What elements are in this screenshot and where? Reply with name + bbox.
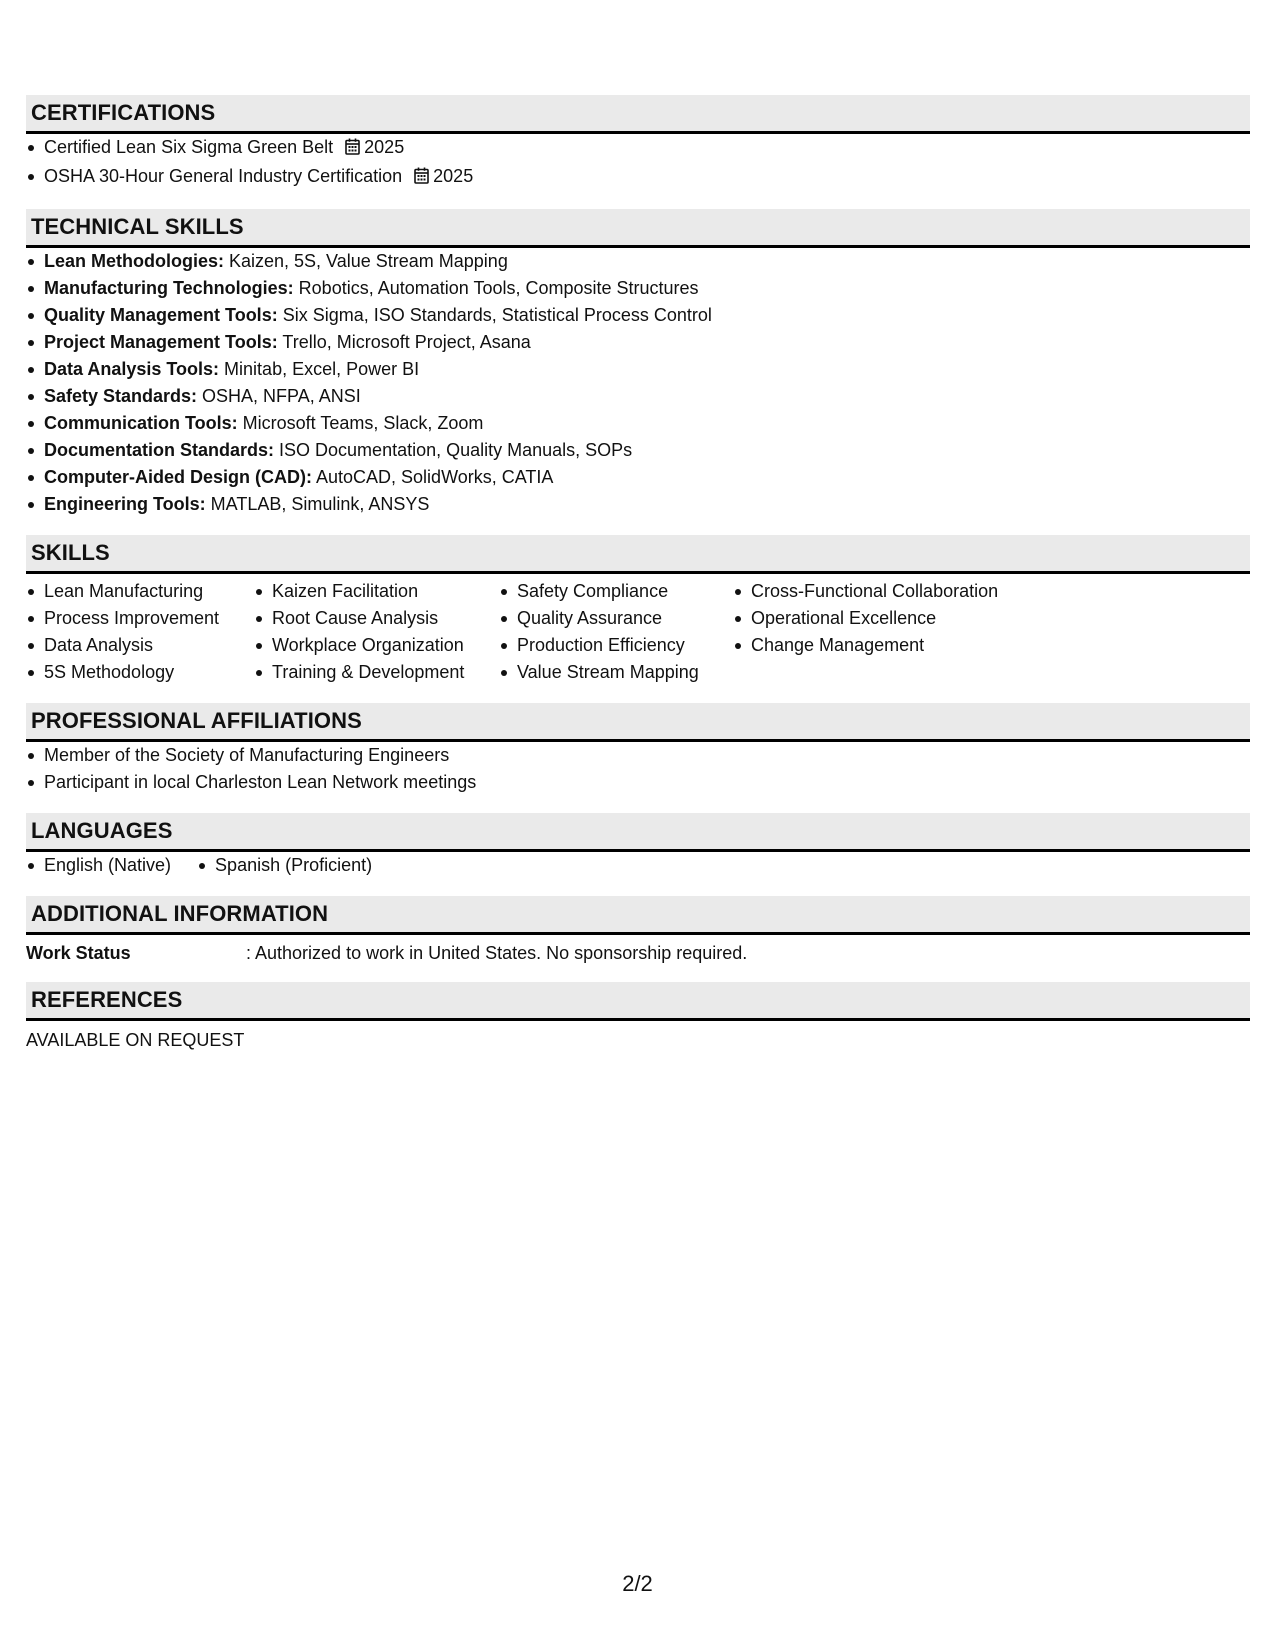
language-item: English (Native) bbox=[26, 852, 171, 879]
technical-skill-item bbox=[26, 410, 1250, 437]
technical-skill-item bbox=[26, 437, 1250, 464]
skill-item: Data Analysis bbox=[26, 632, 254, 659]
skill-item: Training & Development bbox=[254, 659, 499, 686]
languages-heading: LANGUAGES bbox=[26, 813, 1250, 852]
technical-skill-label: Quality Management Tools: bbox=[44, 305, 278, 325]
technical-skill-item bbox=[26, 248, 1250, 275]
affiliations-heading: PROFESSIONAL AFFILIATIONS bbox=[26, 703, 1250, 742]
technical-skill-value: OSHA, NFPA, ANSI bbox=[197, 386, 361, 406]
language-item: Spanish (Proficient) bbox=[197, 852, 372, 879]
work-status-value: : Authorized to work in United States. No sponsorship required. bbox=[246, 943, 748, 963]
technical-skill-value: Microsoft Teams, Slack, Zoom bbox=[237, 413, 484, 433]
certification-item bbox=[26, 134, 1250, 163]
skill-item: Cross-Functional Collaboration bbox=[733, 578, 1033, 605]
technical-skill-label: Documentation Standards: bbox=[44, 440, 275, 460]
work-status-label: Work Status bbox=[26, 943, 131, 963]
technical-skill-item bbox=[26, 383, 1250, 410]
technical-skill-label: Safety Standards: bbox=[44, 386, 198, 406]
skill-item: Safety Compliance bbox=[499, 578, 733, 605]
technical-skill-label: Data Analysis Tools: bbox=[44, 359, 220, 379]
technical-skill-label: Computer-Aided Design (CAD): bbox=[44, 467, 312, 487]
skill-item: Lean Manufacturing bbox=[26, 578, 254, 605]
technical-skill-label: Engineering Tools: bbox=[44, 494, 206, 514]
technical-skills-list bbox=[26, 248, 1250, 518]
certification-item bbox=[26, 163, 1250, 192]
skill-item: Value Stream Mapping bbox=[499, 659, 733, 686]
skill-item: Production Efficiency bbox=[499, 632, 733, 659]
technical-skill-value: AutoCAD, SolidWorks, CATIA bbox=[312, 467, 554, 487]
technical-skill-value: MATLAB, Simulink, ANSYS bbox=[205, 494, 430, 514]
certification-year: 2025 bbox=[364, 137, 405, 157]
additional-information-heading: ADDITIONAL INFORMATION bbox=[26, 896, 1250, 935]
resume-page bbox=[26, 95, 1250, 1054]
skill-item: Kaizen Facilitation bbox=[254, 578, 499, 605]
skill-item: Workplace Organization bbox=[254, 632, 499, 659]
technical-skill-value: Kaizen, 5S, Value Stream Mapping bbox=[224, 251, 508, 271]
skills-column bbox=[499, 578, 733, 686]
skills-column bbox=[26, 578, 254, 686]
skills-column bbox=[254, 578, 499, 686]
technical-skill-item bbox=[26, 464, 1250, 491]
technical-skill-value: Six Sigma, ISO Standards, Statistical Process Control bbox=[277, 305, 712, 325]
technical-skill-label: Manufacturing Technologies: bbox=[44, 278, 294, 298]
technical-skill-label: Lean Methodologies: bbox=[44, 251, 224, 271]
skill-item: Operational Excellence bbox=[733, 605, 1033, 632]
technical-skill-value: Minitab, Excel, Power BI bbox=[219, 359, 420, 379]
certification-year: 2025 bbox=[433, 166, 474, 186]
references-text: AVAILABLE ON REQUEST bbox=[26, 1030, 245, 1050]
skill-item: Quality Assurance bbox=[499, 605, 733, 632]
technical-skill-label: Project Management Tools: bbox=[44, 332, 278, 352]
certification-name: OSHA 30-Hour General Industry Certification bbox=[44, 166, 403, 186]
technical-skill-item bbox=[26, 329, 1250, 356]
skill-item: Change Management bbox=[733, 632, 1033, 659]
affiliations-list bbox=[26, 742, 1250, 796]
calendar-icon bbox=[414, 165, 429, 192]
certifications-list bbox=[26, 134, 1250, 192]
skills-column bbox=[733, 578, 1033, 686]
skill-item: 5S Methodology bbox=[26, 659, 254, 686]
technical-skill-item bbox=[26, 302, 1250, 329]
skill-item: Root Cause Analysis bbox=[254, 605, 499, 632]
skills-heading: SKILLS bbox=[26, 535, 1250, 574]
work-status-row bbox=[26, 940, 1250, 967]
affiliation-item: Member of the Society of Manufacturing Engineers bbox=[26, 742, 1250, 769]
technical-skill-item bbox=[26, 491, 1250, 518]
certification-name: Certified Lean Six Sigma Green Belt bbox=[44, 137, 334, 157]
skills-columns bbox=[26, 578, 1250, 686]
page-number: 2/2 bbox=[622, 1571, 653, 1596]
calendar-icon bbox=[345, 136, 360, 163]
languages-list bbox=[26, 852, 1250, 879]
technical-skill-item bbox=[26, 356, 1250, 383]
affiliation-item: Participant in local Charleston Lean Network meetings bbox=[26, 769, 1250, 796]
technical-skill-value: ISO Documentation, Quality Manuals, SOPs bbox=[274, 440, 633, 460]
technical-skill-item bbox=[26, 275, 1250, 302]
certifications-heading: CERTIFICATIONS bbox=[26, 95, 1250, 134]
references-heading: REFERENCES bbox=[26, 982, 1250, 1021]
technical-skill-label: Communication Tools: bbox=[44, 413, 238, 433]
technical-skills-heading: TECHNICAL SKILLS bbox=[26, 209, 1250, 248]
technical-skill-value: Robotics, Automation Tools, Composite Structures bbox=[293, 278, 699, 298]
technical-skill-value: Trello, Microsoft Project, Asana bbox=[277, 332, 531, 352]
skill-item: Process Improvement bbox=[26, 605, 254, 632]
